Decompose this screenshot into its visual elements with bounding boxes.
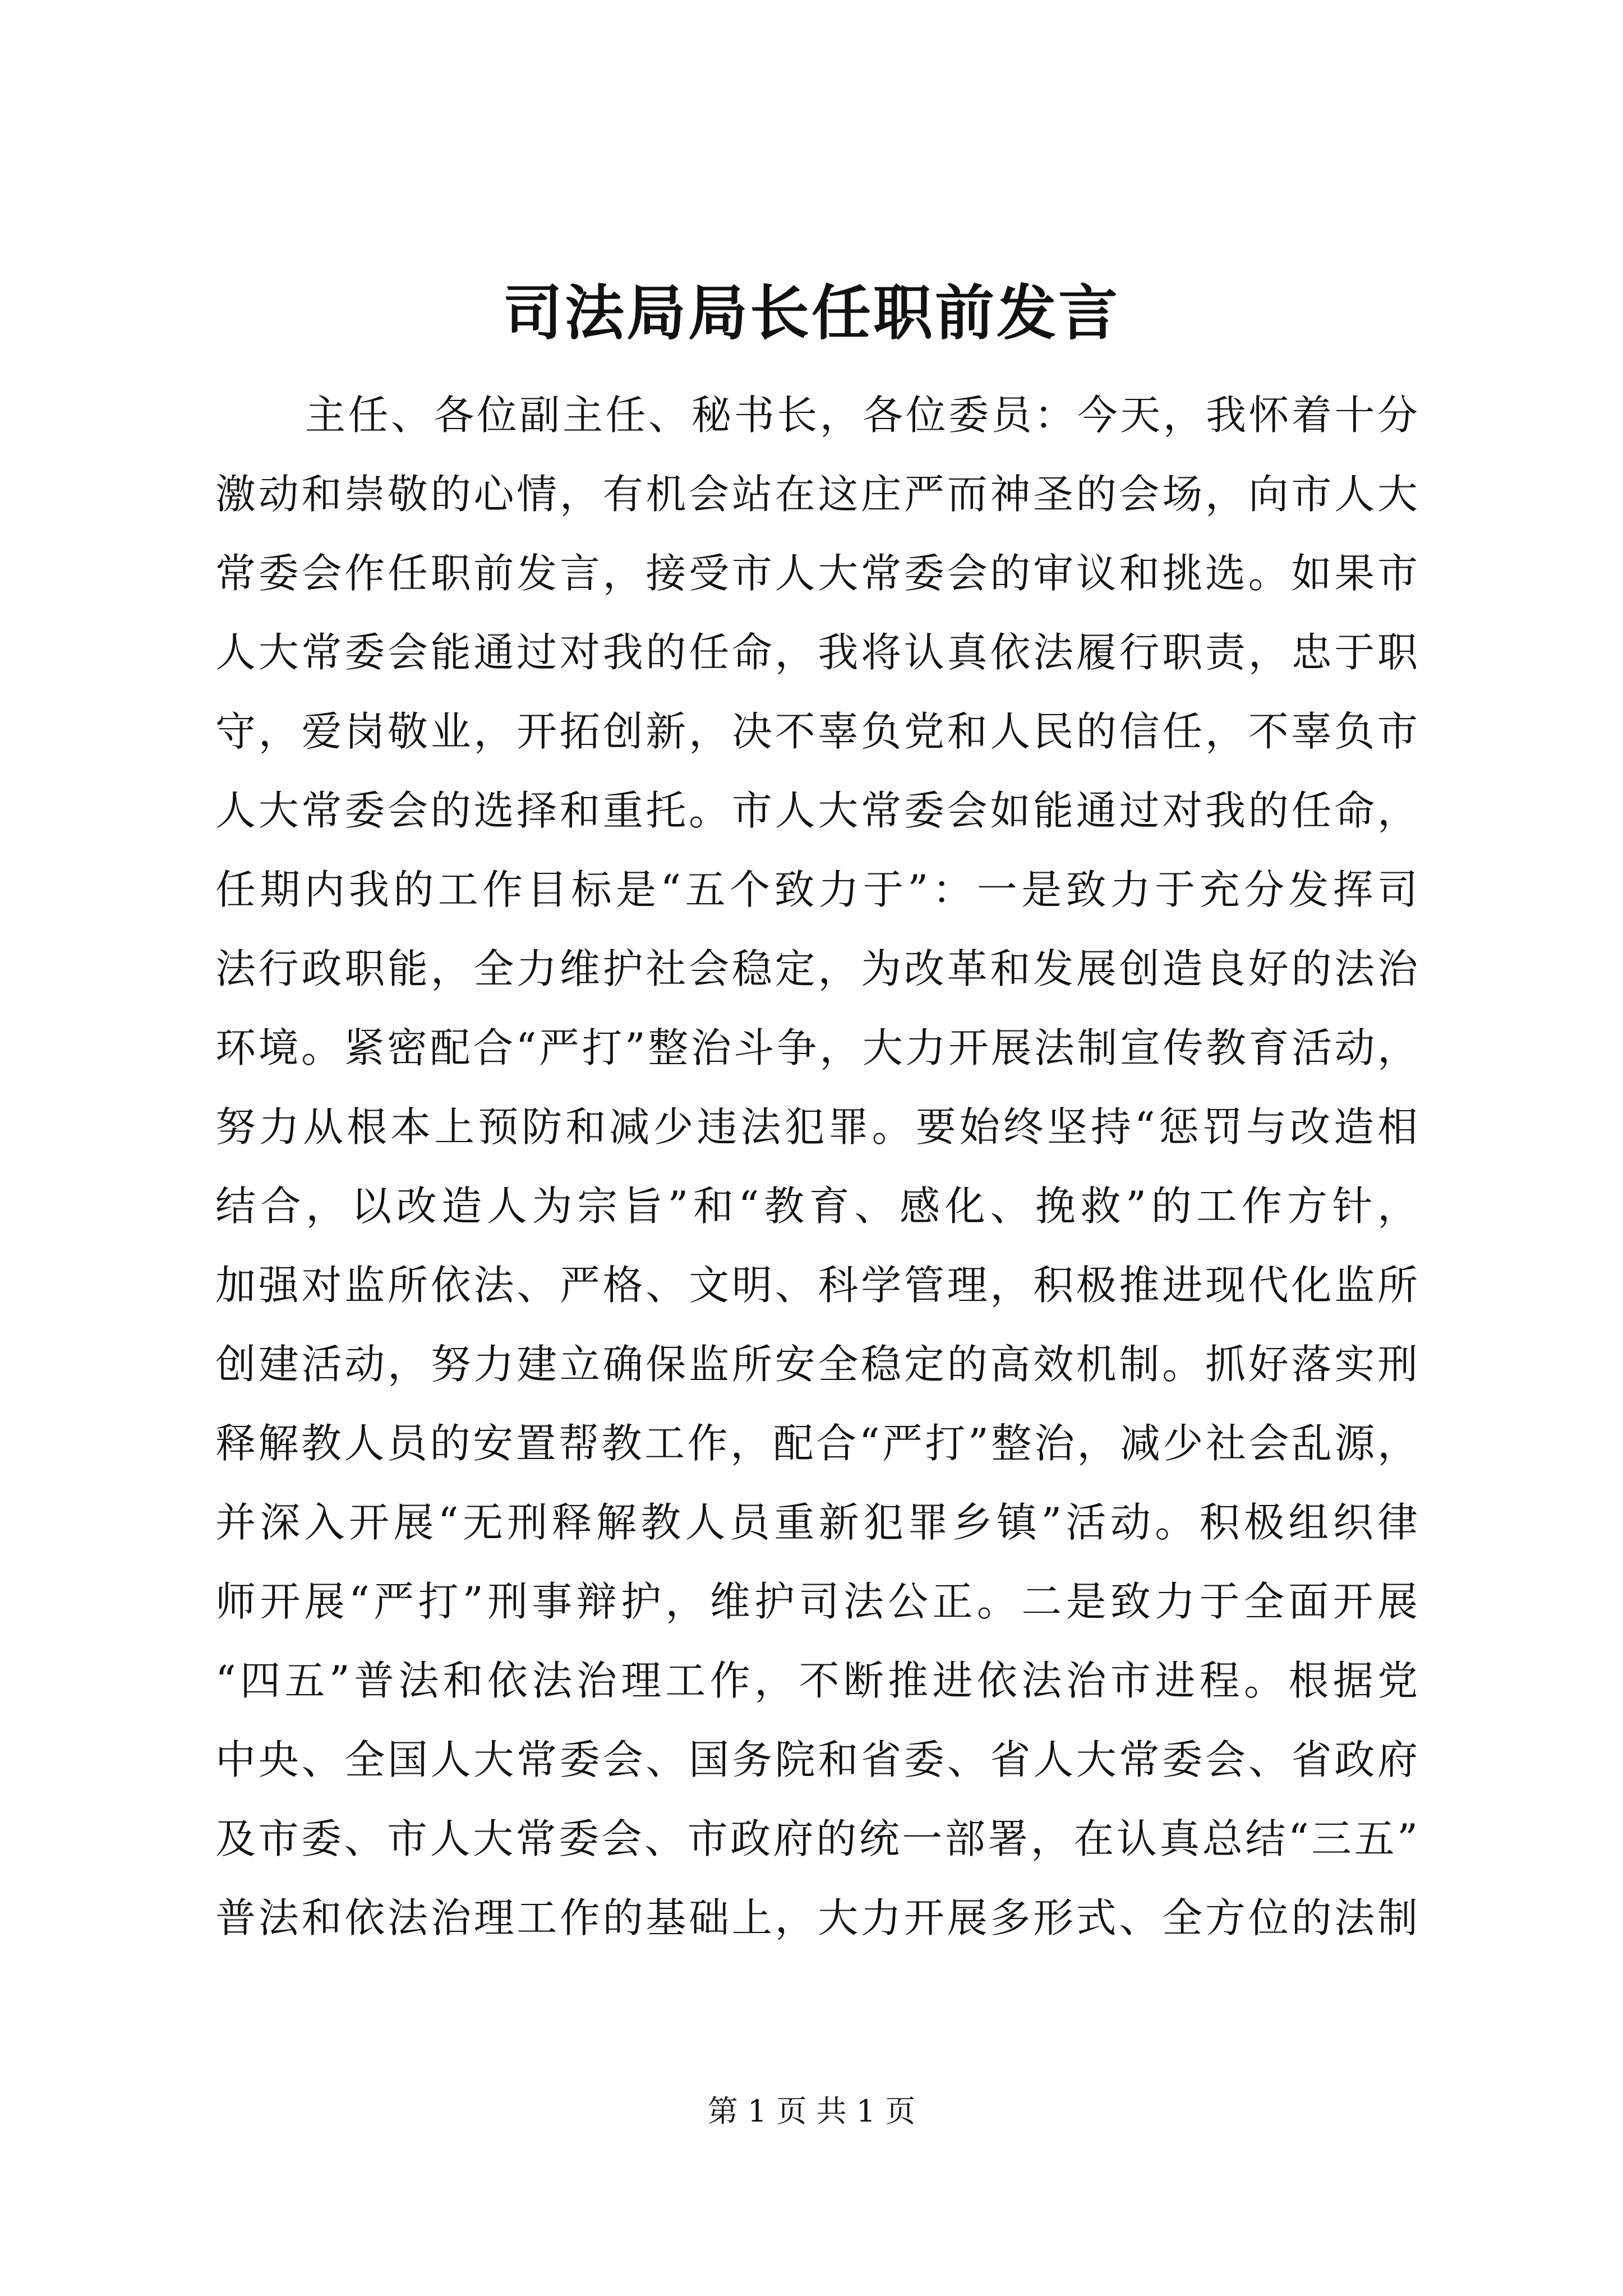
body-line: 创建活动，努力建立确保监所安全稳定的高效机制。抓好落实刑 (215, 1341, 1418, 1388)
body-line: 加强对监所依法、严格、文明、科学管理，积极推进现代化监所 (215, 1262, 1418, 1309)
body-line: 环境。紧密配合“严打”整治斗争，大力开展法制宣传教育活动， (215, 1024, 1418, 1071)
body-line: 人大常委会的选择和重托。市人大常委会如能通过对我的任命， (215, 787, 1418, 834)
body-line: 结合，以改造人为宗旨”和“教育、感化、挽救”的工作方针， (215, 1182, 1418, 1230)
body-line: 常委会作任职前发言，接受市人大常委会的审议和挑选。如果市 (215, 550, 1418, 597)
body-line: 中央、全国人大常委会、国务院和省委、省人大常委会、省政府 (215, 1736, 1418, 1783)
body-line: 人大常委会能通过对我的任命，我将认真依法履行职责，忠于职 (215, 629, 1418, 676)
body-line: 释解教人员的安置帮教工作，配合“严打”整治，减少社会乱源， (215, 1420, 1418, 1467)
body-line: “四五”普法和依法治理工作，不断推进依法治市进程。根据党 (215, 1657, 1418, 1704)
body-line: 法行政职能，全力维护社会稳定，为改革和发展创造良好的法治 (215, 945, 1418, 992)
body-line: 及市委、市人大常委会、市政府的统一部署，在认真总结“三五” (215, 1815, 1418, 1862)
body-line: 并深入开展“无刑释解教人员重新犯罪乡镇”活动。积极组织律 (215, 1499, 1418, 1546)
document-body (215, 376, 1418, 1958)
body-line: 师开展“严打”刑事辩护，维护司法公正。二是致力于全面开展 (215, 1578, 1418, 1625)
body-line: 守，爱岗敬业，开拓创新，决不辜负党和人民的信任，不辜负市 (215, 708, 1418, 755)
body-line: 任期内我的工作目标是“五个致力于”：一是致力于充分发挥司 (215, 866, 1418, 913)
document-title: 司法局局长任职前发言 (503, 278, 1120, 348)
page-number-footer: 第 1 页 共 1 页 (707, 2093, 916, 2129)
body-line: 主任、各位副主任、秘书长，各位委员：今天，我怀着十分 (305, 392, 1418, 439)
body-line: 激动和崇敬的心情，有机会站在这庄严而神圣的会场，向市人大 (215, 471, 1418, 518)
body-line: 普法和依法治理工作的基础上，大力开展多形式、全方位的法制 (215, 1894, 1418, 1941)
body-line: 努力从根本上预防和减少违法犯罪。要始终坚持“惩罚与改造相 (215, 1103, 1418, 1151)
